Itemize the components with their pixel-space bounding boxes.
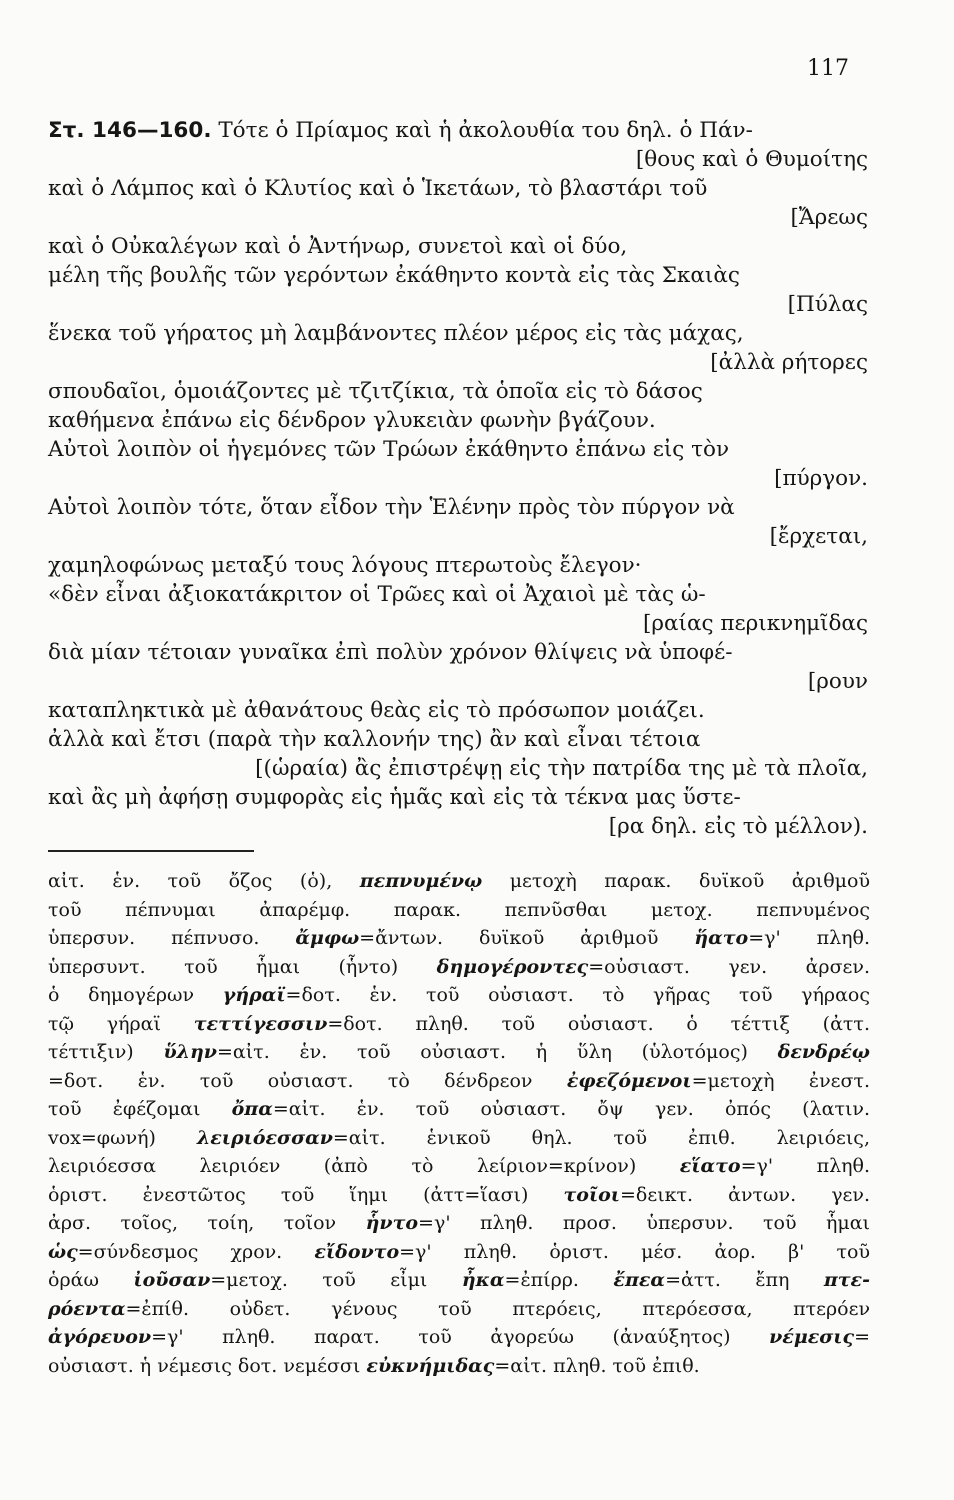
gloss-text: =δοτ. ἑν. τοῦ οὐσιαστ. τὸ δένδρεον bbox=[48, 1069, 567, 1092]
verse-continuation bbox=[48, 812, 868, 841]
gloss-text: =γ' πληθ. προσ. ὑπερσυν. τοῦ ἧμαι bbox=[418, 1212, 870, 1234]
glossed-word: λειριόεσσαν bbox=[196, 1126, 333, 1149]
glossed-word: ὄπα bbox=[231, 1098, 273, 1120]
gloss-text: τέττιξιν) bbox=[48, 1041, 164, 1063]
verse-continuation bbox=[48, 754, 868, 783]
footnote-line bbox=[48, 1038, 870, 1067]
verse-line bbox=[48, 580, 868, 609]
footnotes bbox=[48, 867, 870, 1380]
gloss-text: =ἐπίθ. οὐδετ. γένους τοῦ πτερόεις, πτερόεσσα, πτερόεν bbox=[125, 1297, 870, 1320]
glossed-word: ἰοῦσαν bbox=[133, 1269, 211, 1291]
verse-continuation bbox=[48, 667, 868, 696]
gloss-text: =αἰτ. πληθ. τοῦ ἐπιθ. bbox=[494, 1354, 700, 1377]
gloss-text: =ἐπίρρ. bbox=[504, 1269, 614, 1291]
footnote-line bbox=[48, 1067, 870, 1096]
glossed-word: δημογέροντες bbox=[436, 955, 589, 978]
gloss-text: = bbox=[854, 1326, 870, 1348]
gloss-text: οὐσιαστ. ἡ νέμεσις δοτ. νεμέσσι bbox=[48, 1354, 367, 1377]
glossed-word: ἥατο bbox=[694, 927, 749, 949]
glossed-word: πτε- bbox=[823, 1269, 870, 1291]
footnote-line bbox=[48, 1181, 870, 1210]
glossed-word: ὡς bbox=[48, 1240, 78, 1263]
glossed-word: νέμεσις bbox=[769, 1326, 855, 1348]
verse-continuation bbox=[48, 203, 868, 232]
gloss-text: =γ' πληθ. bbox=[740, 1155, 870, 1177]
verse-line bbox=[48, 696, 868, 725]
footnote-line bbox=[48, 953, 870, 982]
gloss-text: =δοτ. ἑν. τοῦ οὐσιαστ. τὸ γῆρας τοῦ γήραος bbox=[285, 984, 871, 1006]
verse-continuation bbox=[48, 464, 868, 493]
footnote-line bbox=[48, 1124, 870, 1153]
gloss-text: =γ' πληθ. παρατ. τοῦ ἀγορεύω (ἀναύξητος) bbox=[151, 1326, 770, 1348]
glossed-word: γήραϊ bbox=[222, 984, 286, 1006]
verse-continuation bbox=[48, 145, 868, 174]
gloss-text: τοῦ πέπνυμαι ἀπαρέμφ. παρακ. πεπνῦσθαι μετοχ. πεπνυμένος bbox=[48, 898, 870, 921]
main-text bbox=[48, 116, 868, 841]
verse-text: Τότε ὁ Πρίαμος καὶ ἡ ἀκολουθία του δηλ. ὁ Πάν- bbox=[218, 118, 753, 143]
gloss-text: =αἰτ. ἑν. τοῦ οὐσιαστ. ἡ ὕλη (ὑλοτόμος) bbox=[216, 1041, 778, 1063]
footnote-line bbox=[48, 867, 870, 896]
gloss-text: =γ' πληθ. bbox=[748, 927, 870, 949]
verse-line bbox=[48, 232, 868, 261]
footnote-line bbox=[48, 1295, 870, 1324]
glossed-word: τοῖοι bbox=[563, 1183, 621, 1206]
glossed-word: τεττίγεσσιν bbox=[193, 1012, 328, 1035]
verse-text: [ἔρχεται, bbox=[769, 524, 868, 549]
glossed-word: εὐκνήμιδας bbox=[366, 1354, 495, 1377]
glossed-word: ἐφεζόμενοι bbox=[566, 1069, 692, 1092]
verse-line bbox=[48, 261, 868, 290]
verse-text: Αὐτοὶ λοιπὸν οἱ ἡγεμόνες τῶν Τρώων ἐκάθηντο ἐπάνω εἰς τὸν bbox=[48, 437, 730, 462]
footnote-line bbox=[48, 981, 870, 1010]
gloss-text: αἰτ. ἑν. τοῦ ὄζος (ὁ), bbox=[48, 870, 360, 892]
verse-text: Αὐτοὶ λοιπὸν τότε, ὅταν εἶδον τὴν Ἑλένην πρὸς τὸν πύργον νὰ bbox=[48, 495, 735, 520]
gloss-text: vox=φωνή) bbox=[48, 1126, 197, 1149]
gloss-text: =ἀττ. ἔπη bbox=[665, 1269, 824, 1291]
glossed-word: ἦκα bbox=[461, 1269, 505, 1291]
glossed-word: ὕλην bbox=[163, 1041, 217, 1063]
verse-text: διὰ μίαν τέτοιαν γυναῖκα ἐπὶ πολὺν χρόνον θλίψεις νὰ ὑποφέ- bbox=[48, 640, 733, 665]
glossed-word: ἄμφω bbox=[295, 927, 360, 949]
verse-line bbox=[48, 638, 868, 667]
verse-line bbox=[48, 319, 868, 348]
verse-line bbox=[48, 174, 868, 203]
glossed-word: εἴδοντο bbox=[314, 1240, 400, 1263]
gloss-text: ὑπερσυντ. τοῦ ἧμαι (ἧντο) bbox=[48, 955, 437, 978]
verse-text: [ρα δηλ. εἰς τὸ μέλλον). bbox=[608, 814, 868, 839]
verse-continuation bbox=[48, 522, 868, 551]
glossed-word: πεπνυμένῳ bbox=[359, 870, 483, 892]
verse-text: [θους καὶ ὁ Θυμοίτης bbox=[635, 147, 868, 172]
verse-line bbox=[48, 116, 868, 145]
verse-text: ἀλλὰ καὶ ἔτσι (παρὰ τὴν καλλονήν της) ἂν καὶ εἶναι τέτοια bbox=[48, 727, 701, 752]
footnote-divider bbox=[48, 850, 254, 852]
glossed-word: ἀγόρευον bbox=[48, 1326, 152, 1348]
verse-text: μέλη τῆς βουλῆς τῶν γερόντων ἐκάθηντο κοντὰ εἰς τὰς Σκαιὰς bbox=[48, 263, 740, 288]
gloss-text: =αἰτ. ἑνικοῦ θηλ. τοῦ ἐπιθ. λειριόεις, bbox=[332, 1126, 870, 1149]
verse-text: καθήμενα ἐπάνω εἰς δένδρον γλυκειὰν φωνὴν βγάζουν. bbox=[48, 408, 656, 433]
verse-line bbox=[48, 406, 868, 435]
gloss-text: =δοτ. πληθ. τοῦ οὐσιαστ. ὁ τέττιξ (ἀττ. bbox=[327, 1012, 870, 1035]
verse-continuation bbox=[48, 609, 868, 638]
glossed-word: ρόεντα bbox=[48, 1297, 126, 1320]
gloss-text: ὑπερσυν. πέπνυσο. bbox=[48, 927, 296, 949]
verse-text: ἕνεκα τοῦ γήρατος μὴ λαμβάνοντες πλέον μέρος εἰς τὰς μάχας, bbox=[48, 321, 744, 346]
verse-text: καὶ ἂς μὴ ἀφήσῃ συμφορὰς εἰς ἡμᾶς καὶ εἰς τὰ τέκνα μας ὕστε- bbox=[48, 785, 741, 810]
verse-text: καὶ ὁ Οὐκαλέγων καὶ ὁ Ἀντήνωρ, συνετοὶ καὶ οἱ δύο, bbox=[48, 234, 628, 259]
gloss-text: ὁράω bbox=[48, 1269, 134, 1291]
gloss-text: ἀρσ. τοῖος, τοίη, τοῖον bbox=[48, 1212, 366, 1234]
verse-text: [(ὡραία) ἂς ἐπιστρέψῃ εἰς τὴν πατρίδα της μὲ τὰ πλοῖα, bbox=[255, 756, 868, 781]
verse-text: «δὲν εἶναι ἀξιοκατάκριτον οἱ Τρῶες καὶ οἱ Ἀχαιοὶ μὲ τὰς ὡ- bbox=[48, 582, 706, 607]
verse-line bbox=[48, 435, 868, 464]
verse-text: χαμηλοφώνως μεταξύ τους λόγους πτερωτοὺς ἔλεγον· bbox=[48, 553, 642, 578]
gloss-text: =ἄντων. δυϊκοῦ ἀριθμοῦ bbox=[359, 927, 695, 949]
verse-text: σπουδαῖοι, ὁμοιάζοντες μὲ τζιτζίκια, τὰ ὁποῖα εἰς τὸ δάσος bbox=[48, 379, 703, 404]
glossed-word: εἵατο bbox=[679, 1155, 741, 1177]
verse-text: [Ἄρεως bbox=[790, 205, 868, 230]
glossed-word: ἔπεα bbox=[613, 1269, 666, 1291]
gloss-text: =γ' πληθ. ὁριστ. μέσ. ἀορ. β' τοῦ bbox=[399, 1240, 871, 1263]
glossed-word: ἧντο bbox=[365, 1212, 419, 1234]
verse-text: [ραίας περικνημῖδας bbox=[642, 611, 868, 636]
gloss-text: =οὐσιαστ. γεν. ἀρσεν. bbox=[588, 955, 870, 978]
verse-text: καταπληκτικὰ μὲ ἀθανάτους θεὰς εἰς τὸ πρόσωπον μοιάζει. bbox=[48, 698, 705, 723]
footnote-line bbox=[48, 1209, 870, 1238]
verse-continuation bbox=[48, 290, 868, 319]
footnote-line bbox=[48, 1010, 870, 1039]
verse-line bbox=[48, 493, 868, 522]
verse-text: καὶ ὁ Λάμπος καὶ ὁ Κλυτίος καὶ ὁ Ἱκετάων, τὸ βλαστάρι τοῦ bbox=[48, 176, 708, 201]
gloss-text: =μετοχ. τοῦ εἶμι bbox=[210, 1269, 462, 1291]
footnote-line bbox=[48, 1266, 870, 1295]
gloss-text: =μετοχὴ ἐνεστ. bbox=[691, 1069, 870, 1092]
verse-text: [Πύλας bbox=[787, 292, 868, 317]
verse-line bbox=[48, 377, 868, 406]
verse-line bbox=[48, 551, 868, 580]
verse-reference: Στ. 146—160. bbox=[48, 118, 212, 143]
gloss-text: =σύνδεσμος χρον. bbox=[77, 1240, 315, 1263]
verse-text: [ρουν bbox=[807, 669, 868, 694]
footnote-line bbox=[48, 1323, 870, 1352]
verse-line bbox=[48, 783, 868, 812]
footnote-line bbox=[48, 1095, 870, 1124]
verse-continuation bbox=[48, 348, 868, 377]
gloss-text: =αἰτ. ἑν. τοῦ οὐσιαστ. ὄψ γεν. ὀπός (λατιν. bbox=[272, 1098, 871, 1120]
verse-text: [πύργον. bbox=[774, 466, 868, 491]
gloss-text: ὁ δημογέρων bbox=[48, 984, 223, 1006]
gloss-text: =δεικτ. ἀντων. γεν. bbox=[620, 1183, 870, 1206]
verse-line bbox=[48, 725, 868, 754]
footnote-line bbox=[48, 896, 870, 925]
gloss-text: ὁριστ. ἐνεστῶτος τοῦ ἵημι (ἀττ=ἵασι) bbox=[48, 1183, 564, 1206]
gloss-text: τῷ γήραϊ bbox=[48, 1012, 194, 1035]
verse-text: [ἀλλὰ ρήτορες bbox=[710, 350, 868, 375]
footnote-line bbox=[48, 1152, 870, 1181]
footnote-line bbox=[48, 1238, 870, 1267]
glossed-word: δενδρέῳ bbox=[777, 1041, 871, 1063]
gloss-text: τοῦ ἐφέζομαι bbox=[48, 1098, 232, 1120]
gloss-text: μετοχὴ παρακ. δυϊκοῦ ἀριθμοῦ bbox=[482, 870, 870, 892]
footnote-line bbox=[48, 924, 870, 953]
footnote-line bbox=[48, 1352, 870, 1381]
page-number: 117 bbox=[807, 56, 849, 81]
gloss-text: λειριόεσσα λειριόεν (ἀπὸ τὸ λείριον=κρίνον) bbox=[48, 1155, 680, 1177]
